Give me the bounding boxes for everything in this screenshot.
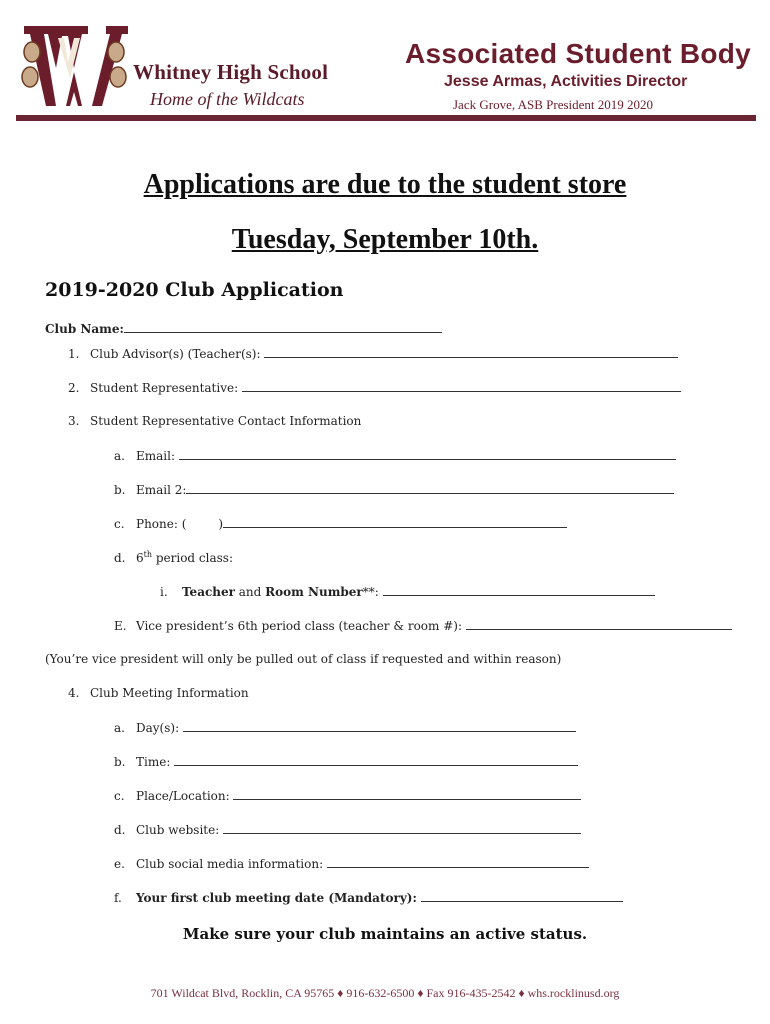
teacher-room-field[interactable] <box>383 584 655 596</box>
days-field[interactable] <box>183 720 576 732</box>
phone-label: Phone: ( <box>136 517 187 531</box>
activities-director: Jesse Armas, Activities Director <box>444 73 688 90</box>
club-name-row <box>45 321 442 336</box>
item-letter: b. <box>114 483 126 497</box>
sixth-period-num: 6 <box>136 551 144 565</box>
phone-field[interactable] <box>223 516 567 528</box>
social-media-row <box>114 856 589 871</box>
sixth-period-sup: th <box>143 550 153 559</box>
first-meeting-label: Your first club meeting date (Mandatory): <box>136 891 417 905</box>
social-media-label: Club social media information: <box>136 857 324 871</box>
location-label: Place/Location: <box>136 789 230 803</box>
org-title: Associated Student Body <box>405 38 752 69</box>
teacher-label: Teacher <box>182 585 235 599</box>
time-field[interactable] <box>174 754 578 766</box>
contact-info-label: Student Representative Contact Information <box>90 414 362 428</box>
club-advisor-label: Club Advisor(s) (Teacher(s): <box>90 347 261 361</box>
vp-class-row <box>114 618 732 633</box>
location-field[interactable] <box>233 788 581 800</box>
item-letter: a. <box>114 449 125 463</box>
item-letter: c. <box>114 517 125 531</box>
school-name: Whitney High School <box>133 60 329 84</box>
email-field[interactable] <box>179 448 676 460</box>
school-tagline: Home of the Wildcats <box>150 89 305 109</box>
vp-class-field[interactable] <box>466 618 732 630</box>
email2-row <box>114 482 674 497</box>
contact-info-row <box>68 414 361 428</box>
sixth-period-label: period class: <box>152 551 233 565</box>
item-number: 3. <box>68 414 80 428</box>
item-letter: E. <box>114 619 127 633</box>
phone-row <box>114 516 567 531</box>
item-letter: e. <box>114 857 125 871</box>
item-letter: d. <box>114 823 126 837</box>
sixth-period-row <box>114 550 233 565</box>
teacher-room-row <box>160 584 655 599</box>
room-suffix: **: <box>362 585 379 599</box>
phone-paren-close: ) <box>218 517 224 531</box>
vp-note: (You’re vice president will only be pulled out of class if requested and within reason) <box>45 652 562 666</box>
due-notice-line1: Applications are due to the student store <box>143 169 627 200</box>
and-text: and <box>234 585 266 599</box>
email-row <box>114 448 676 463</box>
email-label: Email: <box>136 449 176 463</box>
active-status-reminder: Make sure your club maintains an active status. <box>182 925 588 943</box>
first-meeting-row <box>114 890 623 905</box>
vp-class-label: Vice president’s 6th period class (teacher & room #): <box>136 619 463 633</box>
time-row <box>114 754 578 769</box>
website-field[interactable] <box>223 822 581 834</box>
school-address: 701 Wildcat Blvd, Rocklin, CA 95765 ♦ 916-632-6500 ♦ Fax 916-435-2542 ♦ whs.rocklinusd.org <box>150 986 620 1000</box>
application-title: 2019-2020 Club Application <box>45 279 344 301</box>
due-notice-date: Tuesday, September 10th. <box>231 224 539 255</box>
item-letter: c. <box>114 789 125 803</box>
location-row <box>114 788 581 803</box>
student-rep-row <box>68 380 681 395</box>
club-advisor-row <box>68 346 678 361</box>
item-number: 2. <box>68 381 80 395</box>
wildcats-w-logo <box>18 22 130 110</box>
club-advisor-field[interactable] <box>264 346 678 358</box>
meeting-info-label: Club Meeting Information <box>90 686 249 700</box>
room-number-label: Room Number <box>265 585 363 599</box>
days-row <box>114 720 576 735</box>
item-letter: d. <box>114 551 126 565</box>
time-label: Time: <box>136 755 171 769</box>
social-media-field[interactable] <box>327 856 589 868</box>
website-row <box>114 822 581 837</box>
first-meeting-field[interactable] <box>421 890 623 902</box>
website-label: Club website: <box>136 823 220 837</box>
item-letter: i. <box>160 585 168 599</box>
days-label: Day(s): <box>136 721 180 735</box>
header-divider <box>16 115 756 121</box>
item-letter: b. <box>114 755 126 769</box>
club-name-field[interactable] <box>124 321 442 333</box>
item-letter: f. <box>114 891 122 905</box>
item-number: 4. <box>68 686 80 700</box>
club-name-label: Club Name: <box>45 322 124 336</box>
asb-president: Jack Grove, ASB President 2019 2020 <box>453 97 654 112</box>
student-rep-field[interactable] <box>242 380 681 392</box>
student-rep-label: Student Representative: <box>90 381 239 395</box>
meeting-info-row <box>68 686 249 700</box>
area-code-field[interactable] <box>186 517 218 528</box>
email2-field[interactable] <box>186 482 674 494</box>
email2-label: Email 2: <box>136 483 187 497</box>
item-number: 1. <box>68 347 80 361</box>
item-letter: a. <box>114 721 125 735</box>
